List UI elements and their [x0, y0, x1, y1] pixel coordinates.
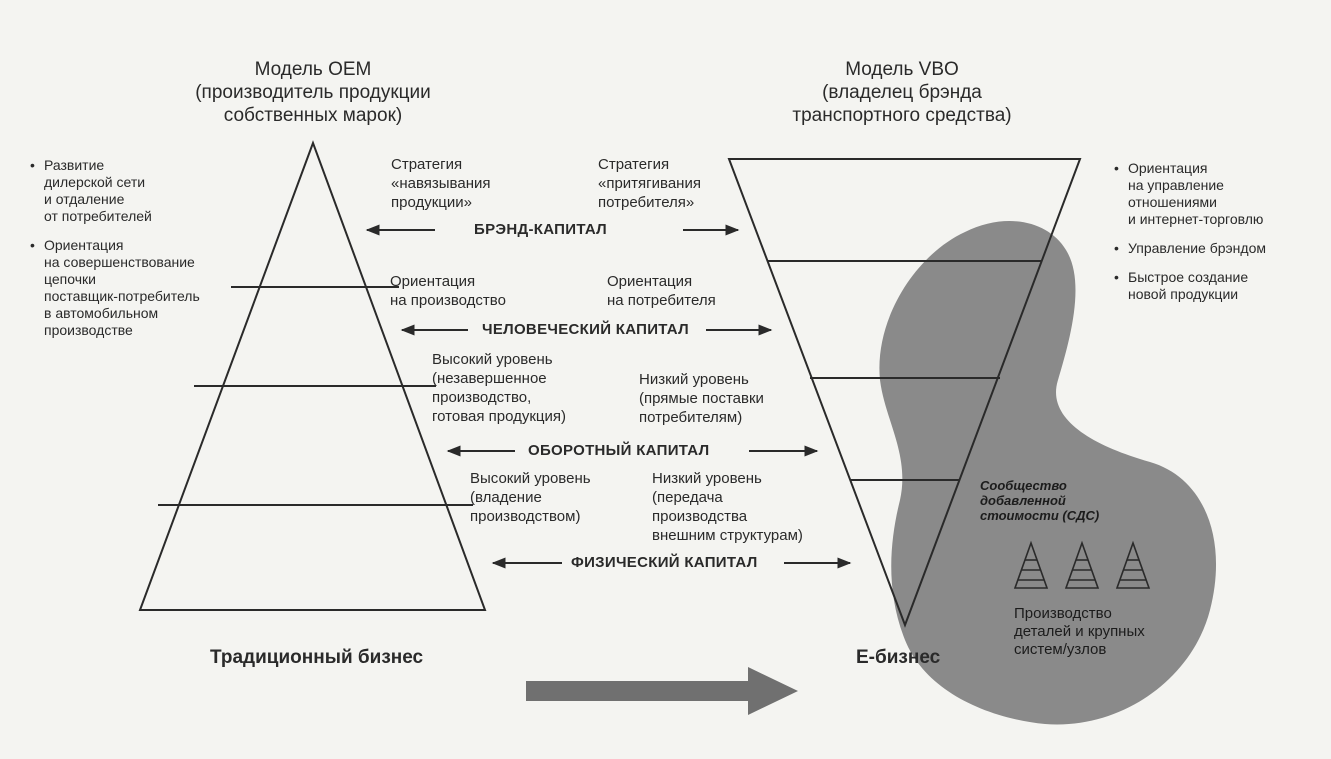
- vbo-title: Модель VBO (владелец брэнда транспортного средства): [792, 59, 1012, 126]
- human-vbo-orientation: Ориентация на потребителя: [607, 273, 716, 309]
- oem-bullets: [30, 157, 240, 351]
- capital-label-working: ОБОРОТНЫЙ КАПИТАЛ: [522, 441, 715, 460]
- e-business-label: Е-бизнес: [856, 647, 941, 668]
- oem-title: Модель OEM (производитель продукции собственных марок): [195, 59, 431, 126]
- transition-arrow: [526, 667, 798, 715]
- sds-title: Сообщество добавленной стоимости (СДС): [980, 478, 1100, 523]
- vbo-bullet: • Быстрое создание новой продукции: [1114, 269, 1324, 303]
- human-oem-orientation: Ориентация на производство: [390, 273, 506, 309]
- vbo-bullets: [1114, 160, 1324, 315]
- traditional-business-label: Традиционный бизнес: [210, 647, 424, 668]
- capital-label-physical: ФИЗИЧЕСКИЙ КАПИТАЛ: [565, 553, 764, 572]
- physical-oem-level: Высокий уровень (владение производством): [470, 470, 591, 525]
- capital-label-brand: БРЭНД-КАПИТАЛ: [468, 220, 613, 239]
- brand-vbo-strategy: Стратегия «притягивания потребителя»: [598, 156, 701, 211]
- working-oem-level: Высокий уровень (незавершенное производство, готовая продукция): [432, 351, 567, 425]
- sds-description: Производство деталей и крупных систем/узлов: [1014, 605, 1145, 658]
- oem-bullet: • Развитие дилерской сети и отдаление от потребителей: [30, 157, 240, 225]
- brand-oem-strategy: Стратегия «навязывания продукции»: [391, 156, 491, 211]
- capital-label-human: ЧЕЛОВЕЧЕСКИЙ КАПИТАЛ: [476, 320, 695, 339]
- vbo-bullet: • Управление брэндом: [1114, 240, 1324, 257]
- vbo-bullet: • Ориентация на управление отношениями и интернет-торговлю: [1114, 160, 1324, 228]
- oem-bullet: • Ориентация на совершенствование цепочки поставщик-потребитель в автомобильном производстве: [30, 237, 240, 339]
- working-vbo-level: Низкий уровень (прямые поставки потребителям): [639, 371, 764, 426]
- physical-vbo-level: Низкий уровень (передача производства внешним структурам): [652, 470, 803, 544]
